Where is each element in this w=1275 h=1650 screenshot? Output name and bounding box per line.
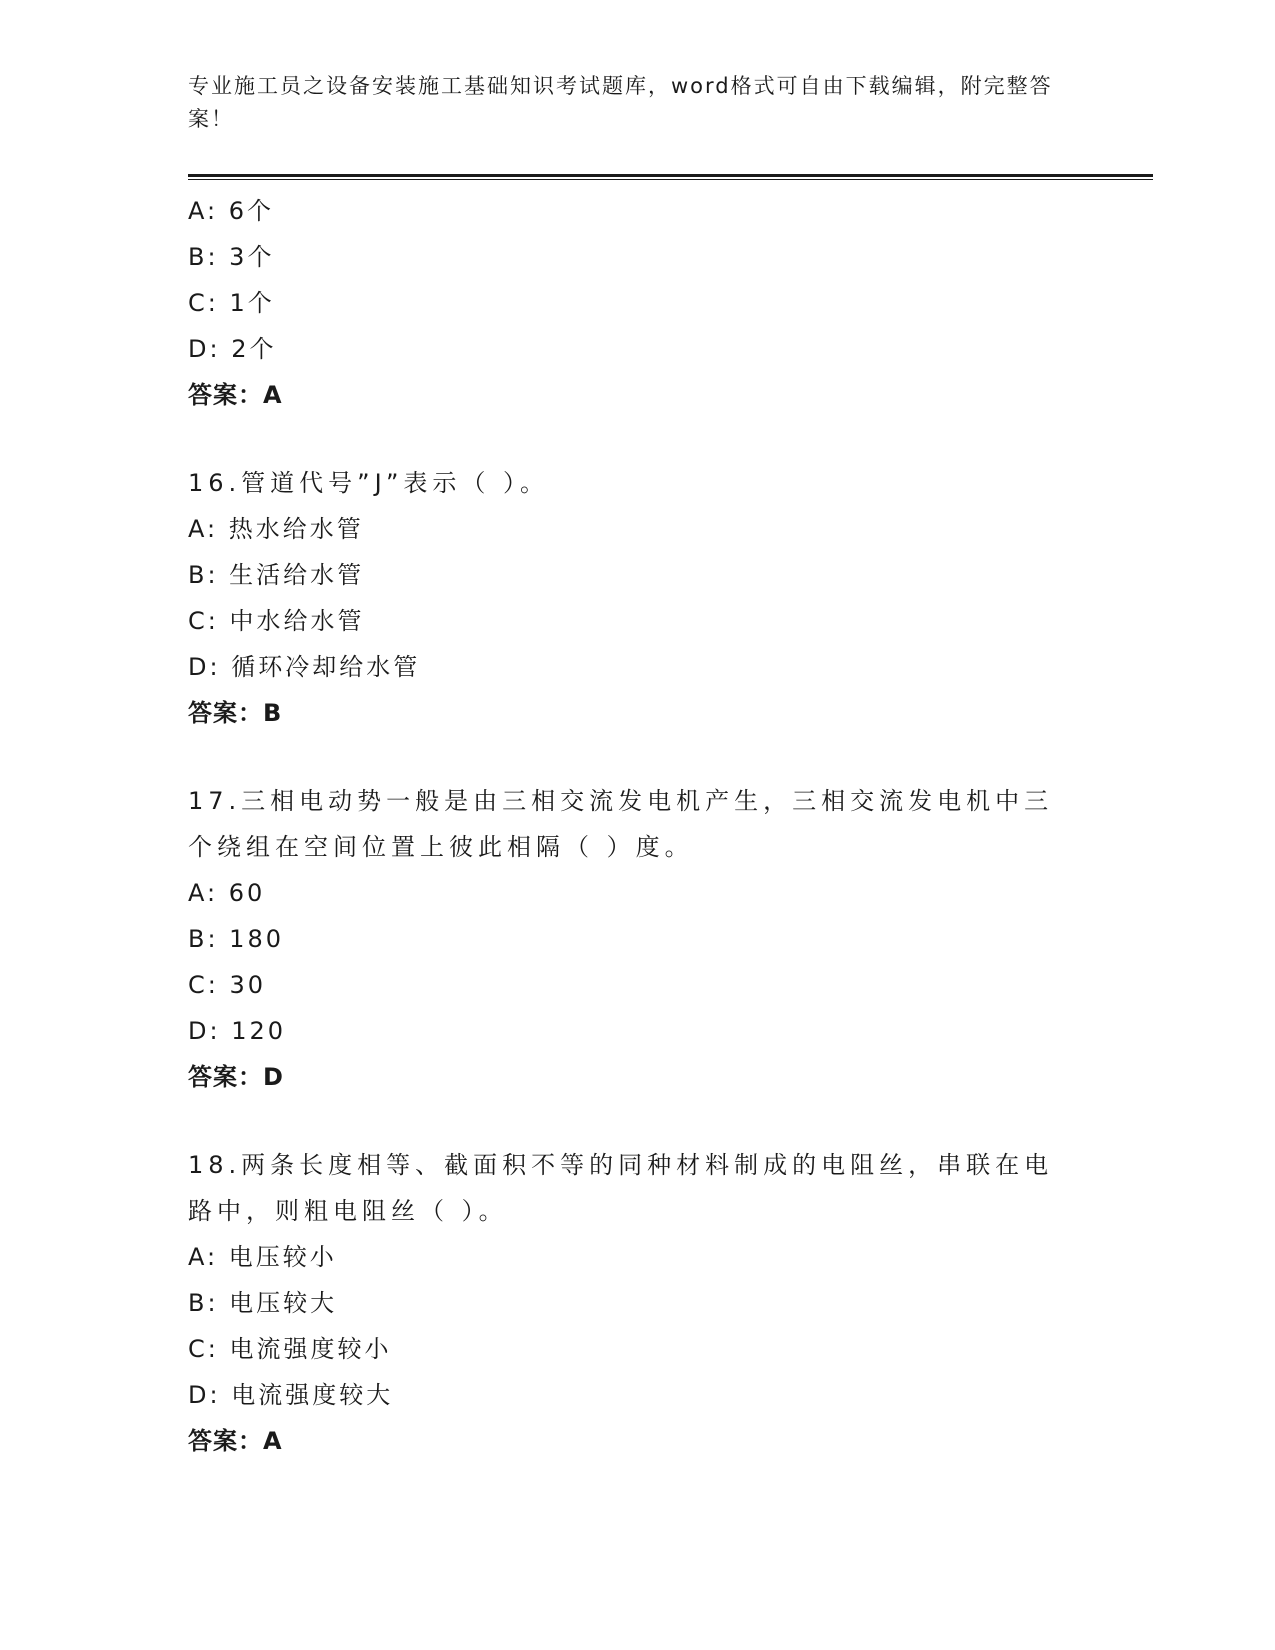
option-d: D: 120 — [188, 1017, 287, 1045]
option-d: D: 2个 — [188, 335, 277, 363]
option-c: C: 1个 — [188, 289, 275, 317]
option-a: A: 电压较小 — [188, 1243, 337, 1271]
document-page — [188, 70, 1153, 1464]
option-d: D: 循环冷却给水管 — [188, 653, 421, 681]
question-stem: 16.管道代号”J”表示（ ）。 — [188, 469, 550, 497]
option-a: A: 60 — [188, 879, 266, 907]
option-c: C: 30 — [188, 971, 267, 999]
option-c: C: 电流强度较小 — [188, 1335, 392, 1363]
answer-line: 答案：A — [188, 1427, 283, 1455]
question-15-tail — [188, 188, 1153, 418]
option-b: B: 3个 — [188, 243, 275, 271]
header-divider — [188, 174, 1153, 180]
question-stem: 17.三相电动势一般是由三相交流发电机产生，三相交流发电机中三个绕组在空间位置上彼此相隔（ ）度。 — [188, 787, 1054, 861]
document-header: 专业施工员之设备安装施工基础知识考试题库，word格式可自由下载编辑，附完整答案！ — [188, 74, 1053, 131]
question-16 — [188, 460, 1153, 736]
option-c: C: 中水给水管 — [188, 607, 365, 635]
answer-line: 答案：B — [188, 699, 283, 727]
answer-line: 答案：D — [188, 1063, 284, 1091]
question-stem: 18.两条长度相等、截面积不等的同种材料制成的电阻丝，串联在电路中，则粗电阻丝（ ）。 — [188, 1151, 1054, 1225]
question-17 — [188, 778, 1153, 1100]
option-b: B: 生活给水管 — [188, 561, 365, 589]
option-b: B: 电压较大 — [188, 1289, 338, 1317]
option-a: A: 6个 — [188, 197, 274, 225]
option-d: D: 电流强度较大 — [188, 1381, 394, 1409]
document-content — [188, 188, 1153, 1464]
option-a: A: 热水给水管 — [188, 515, 364, 543]
question-18 — [188, 1142, 1153, 1464]
answer-line: 答案：A — [188, 381, 283, 409]
option-b: B: 180 — [188, 925, 284, 953]
